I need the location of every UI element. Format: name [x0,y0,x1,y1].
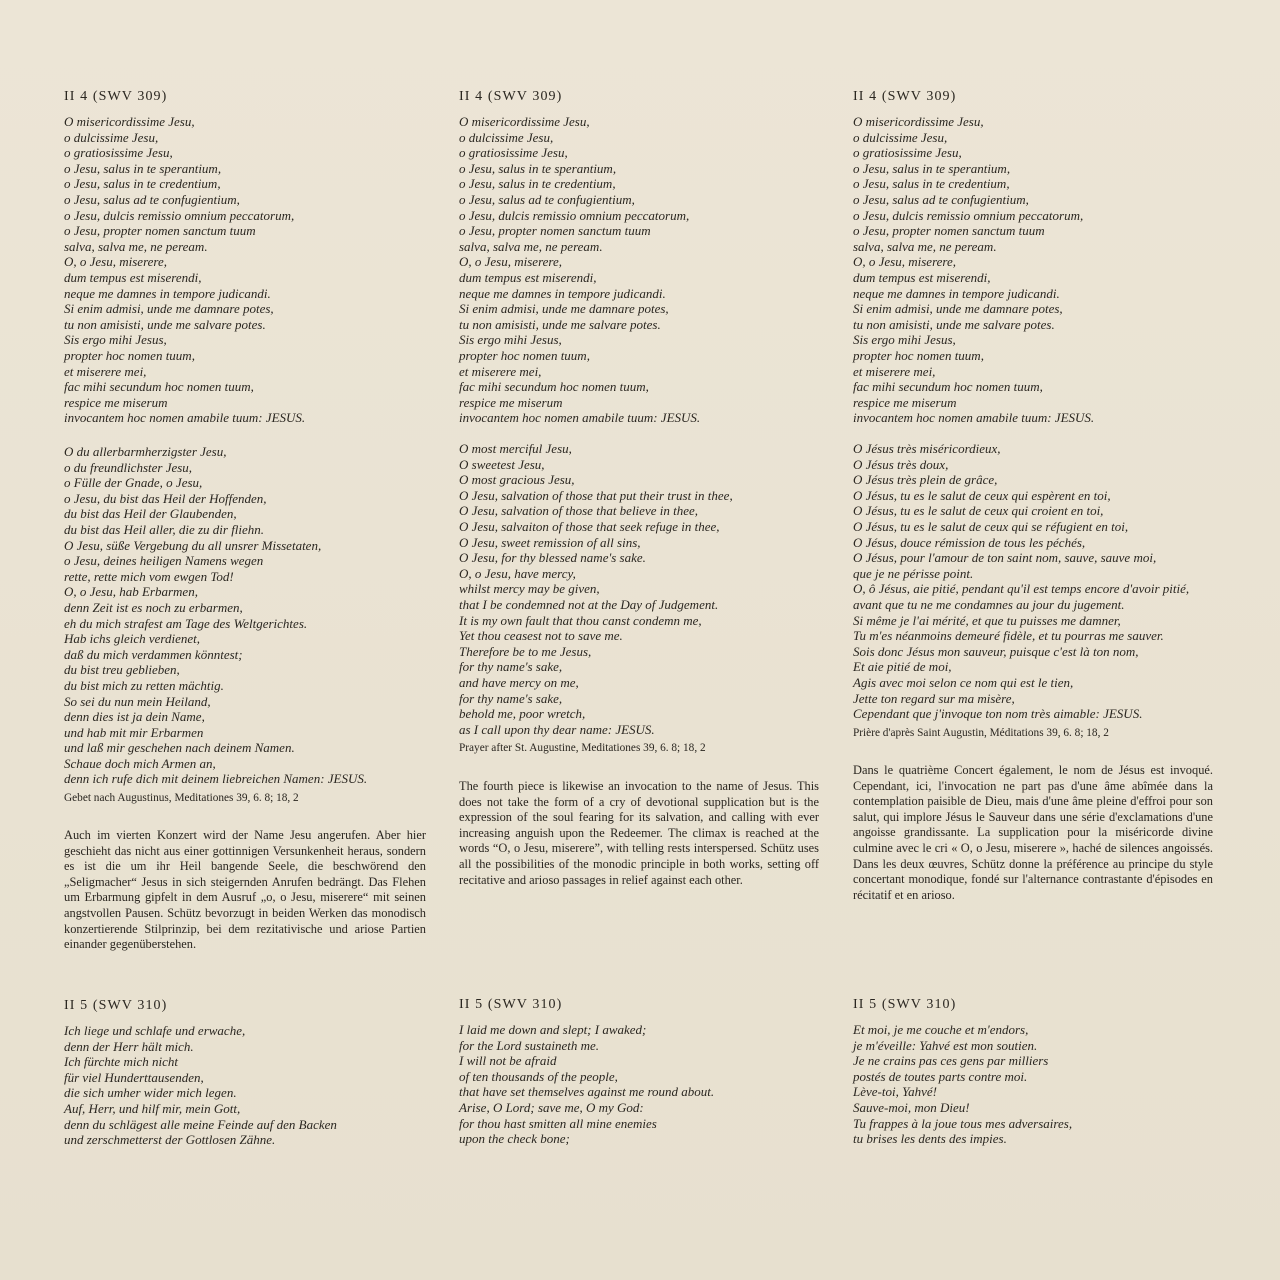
verse-line: Sis ergo mihi Jesus, [459,332,562,348]
verse-line: O Jésus, tu es le salut de ceux qui croient en toi, [853,503,1104,519]
german-translation-block [64,444,426,806]
verse-line: Ich liege und schlafe und erwache, [64,1023,246,1038]
verse-line: Et aie pitié de moi, [853,659,952,675]
verse-line: du bist das Heil der Glaubenden, [64,506,237,522]
verse-line: Sois donc Jésus mon sauveur, puisque c'est là ton nom, [853,643,1139,659]
verse-line: Si enim admisi, unde me damnare potes, [64,301,274,317]
verse-line: propter hoc nomen tuum, [853,347,984,363]
verse-line: o Jesu, dulcis remissio omnium peccatorum, [853,207,1084,223]
verse-line: whilst mercy may be given, [459,581,600,597]
section-heading: II 4 (SWV 309) [459,89,563,104]
verse-line: Agis avec moi selon ce nom qui est le tien, [853,674,1074,690]
source-citation: Prayer after St. Augustine, Meditationes 39, 6. 8; 18, 2 [459,742,706,755]
verse-line: I will not be afraid [459,1053,557,1069]
verse-line: that I be condemned not at the Day of Judgement. [459,596,719,612]
english-swv310-block [459,996,819,1147]
verse-line: Yet thou ceasest not to save me. [459,628,623,644]
verse-line: denn du schlägest alle meine Feinde auf den Backen [64,1116,337,1132]
source-citation: Gebet nach Augustinus, Meditationes 39, 6. 8; 18, 2 [64,792,299,805]
verse-line: denn ich rufe dich mit deinem liebreichen Namen: JESUS. [64,771,368,787]
verse-line: O Jésus, douce rémission de tous les péchés, [853,534,1086,550]
verse-line: Lève-toi, Yahvé! [853,1084,937,1100]
verse-line: fac mihi secundum hoc nomen tuum, [459,379,649,395]
german-swv310-block [64,997,426,1148]
verse-line: and have mercy on me, [459,674,579,690]
verse-line: respice me miserum [459,394,563,410]
verse-line: propter hoc nomen tuum, [459,347,590,363]
verse-line: eh du mich strafest am Tage des Weltgerichtes. [64,615,308,631]
verse-line: o Jesu, salus ad te confugientium, [459,191,635,207]
french-translation [853,441,1213,722]
verse-line: O, o Jesu, miserere, [853,254,957,270]
verse-line: behold me, poor wretch, [459,706,586,722]
verse-line: for the Lord sustaineth me. [459,1037,599,1053]
verse-line: que je ne périsse point. [853,565,974,581]
verse-line: O misericordissime Jesu, [459,114,590,129]
verse-line: O, ô Jésus, aie pitié, pendant qu'il est temps encore d'avoir pitié, [853,581,1190,597]
verse-line: du bist treu geblieben, [64,662,180,678]
verse-line: neque me damnes in tempore judicandi. [459,285,666,301]
psalm-text [459,1022,819,1147]
verse-line: Si enim admisi, unde me damnare potes, [853,301,1063,317]
verse-line: neque me damnes in tempore judicandi. [853,285,1060,301]
section-heading: II 4 (SWV 309) [853,89,957,104]
verse-line: O Jesu, süße Vergebung du all unsrer Missetaten, [64,537,322,553]
verse-line: Si même je l'ai mérité, et que tu puisses me damner, [853,612,1121,628]
verse-line: o Jesu, salus in te sperantium, [459,160,617,176]
verse-line: invocantem hoc nomen amabile tuum: JESUS. [853,410,1095,426]
section-heading: II 5 (SWV 310) [853,997,957,1012]
verse-line: Jette ton regard sur ma misère, [853,690,1015,706]
verse-line: I laid me down and slept; I awaked; [459,1022,647,1037]
latin-text [459,114,819,426]
verse-line: neque me damnes in tempore judicandi. [64,285,271,301]
verse-line: O Jésus, tu es le salut de ceux qui se réfugient en toi, [853,518,1129,534]
verse-line: et miserere mei, [853,363,936,379]
verse-line: O Jésus très miséricordieux, [853,441,1001,456]
verse-line: O Jesu, for thy blessed name's sake. [459,550,646,566]
verse-line: for thy name's sake, [459,659,563,675]
verse-line: denn der Herr hält mich. [64,1038,194,1054]
verse-line: o Jesu, salus in te credentium, [853,176,1010,192]
verse-line: und laß mir geschehen nach deinem Namen. [64,740,295,756]
verse-line: für viel Hunderttausenden, [64,1069,204,1085]
verse-line: O, o Jesu, have mercy, [459,565,576,581]
psalm-text [853,1022,1213,1147]
verse-line: o dulcissime Jesu, [853,129,948,145]
verse-line: dum tempus est miserendi, [64,269,202,285]
verse-line: O Jesu, salvation of those that put their trust in thee, [459,487,733,503]
verse-line: Je ne crains pas ces gens par milliers [853,1053,1049,1069]
verse-line: O most merciful Jesu, [459,441,572,456]
english-translation [459,441,819,737]
verse-line: dum tempus est miserendi, [853,269,991,285]
french-swv310-block [853,996,1213,1147]
verse-line: o gratiosissime Jesu, [853,145,962,161]
verse-line: invocantem hoc nomen amabile tuum: JESUS. [459,410,701,426]
commentary-paragraph: Dans le quatrième Concert également, le nom de Jésus est invoqué. Cependant, ici, l'invocation ne part pas d'une âme abîmée dans la contemplation paisible de Dieu, mais d'une âme pleine d'effroi pour son salut, qui implore Jésus le Sauveur dans une série d'exclamations d'une angoisse grandissante. La supplication pour la miséricorde divine culmine avec le cri « O, o Jesu, miserere », haché de silences angoissés. Dans les deux œuvres, Schütz donne la préférence au principe du style concertant monodique, fondé sur l'alternance contrastante d'épisodes en récitatif et en arioso. [853,763,1213,902]
verse-line: Sauve-moi, mon Dieu! [853,1099,970,1115]
verse-line: O Jésus, pour l'amour de ton saint nom, sauve, sauve moi, [853,550,1157,566]
verse-line: Ich fürchte mich nicht [64,1054,178,1070]
verse-line: Sis ergo mihi Jesus, [853,332,956,348]
verse-line: o Jesu, deines heiligen Namens wegen [64,553,264,569]
verse-line: O Jésus très doux, [853,456,949,472]
commentary-paragraph: Auch im vierten Konzert wird der Name Jesu angerufen. Aber hier geschieht das nicht aus einer gottinnigen Versunkenheit heraus, sondern es ist die um ihr Heil bangende Seele, die beschwörend den „Seligmacher“ Jesus in sich steigernden Anrufen bedrängt. Das Flehen um Erbarmung gipfelt in dem Ausruf „o, o Jesu, miserere“ mit seinen angstvollen Pausen. Schütz bevorzugt in beiden Werken das monodisch konzertierende Stilprinzip, bei dem rezitativische und ariose Partien einander gegenüberstehen. [64,828,426,952]
verse-line: salva, salva me, ne peream. [64,238,208,254]
verse-line: o dulcissime Jesu, [459,129,554,145]
verse-line: O misericordissime Jesu, [853,114,984,129]
verse-line: o Jesu, salus in te credentium, [64,176,221,192]
english-translation-block [459,441,819,756]
verse-line: dum tempus est miserendi, [459,269,597,285]
verse-line: Tu m'es néanmoins demeuré fidèle, et tu pourras me sauver. [853,628,1164,644]
german-translation [64,444,426,787]
verse-line: Cependant que j'invoque ton nom très aimable: JESUS. [853,706,1143,722]
verse-line: Hab ichs gleich verdienet, [64,631,200,647]
verse-line: O misericordissime Jesu, [64,114,195,129]
verse-line: je m'éveille: Yahvé est mon soutien. [853,1037,1038,1053]
verse-line: O sweetest Jesu, [459,456,545,472]
verse-line: O Jesu, sweet remission of all sins, [459,534,641,550]
verse-line: O Jesu, salvaiton of those that seek refuge in thee, [459,518,720,534]
verse-line: o Jesu, du bist das Heil der Hoffenden, [64,490,267,506]
verse-line: O du allerbarmherzigster Jesu, [64,444,227,459]
latin-text [64,114,426,426]
german-commentary-block [64,828,426,953]
source-citation: Prière d'après Saint Augustin, Méditations 39, 6. 8; 18, 2 [853,726,1109,739]
verse-line: O Jesu, salvation of those that believe in thee, [459,503,698,519]
verse-line: of ten thousands of the people, [459,1068,618,1084]
french-swv309-block [853,88,1213,426]
verse-line: avant que tu ne me condamnes au jour du jugement. [853,596,1125,612]
verse-line: tu non amisisti, unde me salvare potes. [459,316,661,332]
verse-line: denn Zeit ist es noch zu erbarmen, [64,599,243,615]
english-commentary-block [459,779,819,888]
verse-line: o du freundlichster Jesu, [64,459,193,475]
verse-line: die sich umher wider mich legen. [64,1085,237,1101]
latin-text [853,114,1213,426]
verse-line: O, o Jesu, miserere, [459,254,563,270]
psalm-text [64,1023,426,1148]
verse-line: o Jesu, salus in te sperantium, [64,160,222,176]
verse-line: Therefore be to me Jesus, [459,643,592,659]
section-heading: II 5 (SWV 310) [459,997,563,1012]
verse-line: Tu frappes à la joue tous mes adversaires, [853,1115,1073,1131]
english-swv309-block [459,88,819,426]
verse-line: that have set themselves against me round about. [459,1084,715,1100]
verse-line: Auf, Herr, und hilf mir, mein Gott, [64,1100,241,1116]
verse-line: o Jesu, propter nomen sanctum tuum [64,223,256,239]
verse-line: o Jesu, dulcis remissio omnium peccatorum, [459,207,690,223]
verse-line: as I call upon thy dear name: JESUS. [459,721,655,737]
verse-line: O most gracious Jesu, [459,472,575,488]
verse-line: o Fülle der Gnade, o Jesu, [64,475,203,491]
french-commentary-block [853,763,1213,903]
section-heading: II 4 (SWV 309) [64,89,168,104]
verse-line: o Jesu, salus in te sperantium, [853,160,1011,176]
commentary-paragraph: The fourth piece is likewise an invocation to the name of Jesus. This does not take the form of a cry of devotional supplication but is the expression of the soul fearing for its salvation, and calling with ever increasing anguish upon the Redeemer. The climax is reached at the words “O, o Jesu, miserere”, with telling rests interspersed. Schütz uses all the possibilities of the monodic principle in both works, setting off recitative and arioso passages in relief against each other. [459,779,819,887]
verse-line: fac mihi secundum hoc nomen tuum, [853,379,1043,395]
verse-line: du bist mich zu retten mächtig. [64,677,224,693]
verse-line: rette, rette mich vom ewgen Tod! [64,568,234,584]
verse-line: et miserere mei, [459,363,542,379]
verse-line: Et moi, je me couche et m'endors, [853,1022,1029,1037]
verse-line: So sei du nun mein Heiland, [64,693,211,709]
verse-line: respice me miserum [64,394,168,410]
section-heading: II 5 (SWV 310) [64,998,168,1013]
verse-line: salva, salva me, ne peream. [853,238,997,254]
verse-line: tu non amisisti, unde me salvare potes. [64,316,266,332]
verse-line: respice me miserum [853,394,957,410]
verse-line: o dulcissime Jesu, [64,129,159,145]
verse-line: und zerschmetterst der Gottlosen Zähne. [64,1132,276,1148]
verse-line: o Jesu, salus in te credentium, [459,176,616,192]
verse-line: for thou hast smitten all mine enemies [459,1115,657,1131]
french-translation-block [853,441,1213,741]
verse-line: o gratiosissime Jesu, [64,145,173,161]
german-swv309-block [64,88,426,426]
verse-line: o Jesu, salus ad te confugientium, [853,191,1029,207]
verse-line: o Jesu, propter nomen sanctum tuum [459,223,651,239]
verse-line: und hab mit mir Erbarmen [64,724,204,740]
verse-line: tu non amisisti, unde me salvare potes. [853,316,1055,332]
verse-line: fac mihi secundum hoc nomen tuum, [64,379,254,395]
verse-line: O Jésus très plein de grâce, [853,472,998,488]
verse-line: invocantem hoc nomen amabile tuum: JESUS. [64,410,306,426]
verse-line: daß du mich verdammen könntest; [64,646,243,662]
verse-line: Si enim admisi, unde me damnare potes, [459,301,669,317]
verse-line: O Jésus, tu es le salut de ceux qui espèrent en toi, [853,487,1111,503]
verse-line: Arise, O Lord; save me, O my God: [459,1099,644,1115]
verse-line: for thy name's sake, [459,690,563,706]
verse-line: denn dies ist ja dein Name, [64,709,205,725]
verse-line: o Jesu, salus ad te confugientium, [64,191,240,207]
verse-line: upon the check bone; [459,1131,570,1147]
verse-line: O, o Jesu, hab Erbarmen, [64,584,198,600]
verse-line: salva, salva me, ne peream. [459,238,603,254]
verse-line: o Jesu, dulcis remissio omnium peccatorum, [64,207,295,223]
verse-line: It is my own fault that thou canst condemn me, [459,612,702,628]
verse-line: Schaue doch mich Armen an, [64,755,216,771]
verse-line: o gratiosissime Jesu, [459,145,568,161]
verse-line: o Jesu, propter nomen sanctum tuum [853,223,1045,239]
verse-line: O, o Jesu, miserere, [64,254,168,270]
verse-line: Sis ergo mihi Jesus, [64,332,167,348]
verse-line: et miserere mei, [64,363,147,379]
verse-line: du bist das Heil aller, die zu dir fliehn. [64,521,265,537]
verse-line: tu brises les dents des impies. [853,1131,1007,1147]
verse-line: postés de toutes parts contre moi. [853,1068,1028,1084]
verse-line: propter hoc nomen tuum, [64,347,195,363]
